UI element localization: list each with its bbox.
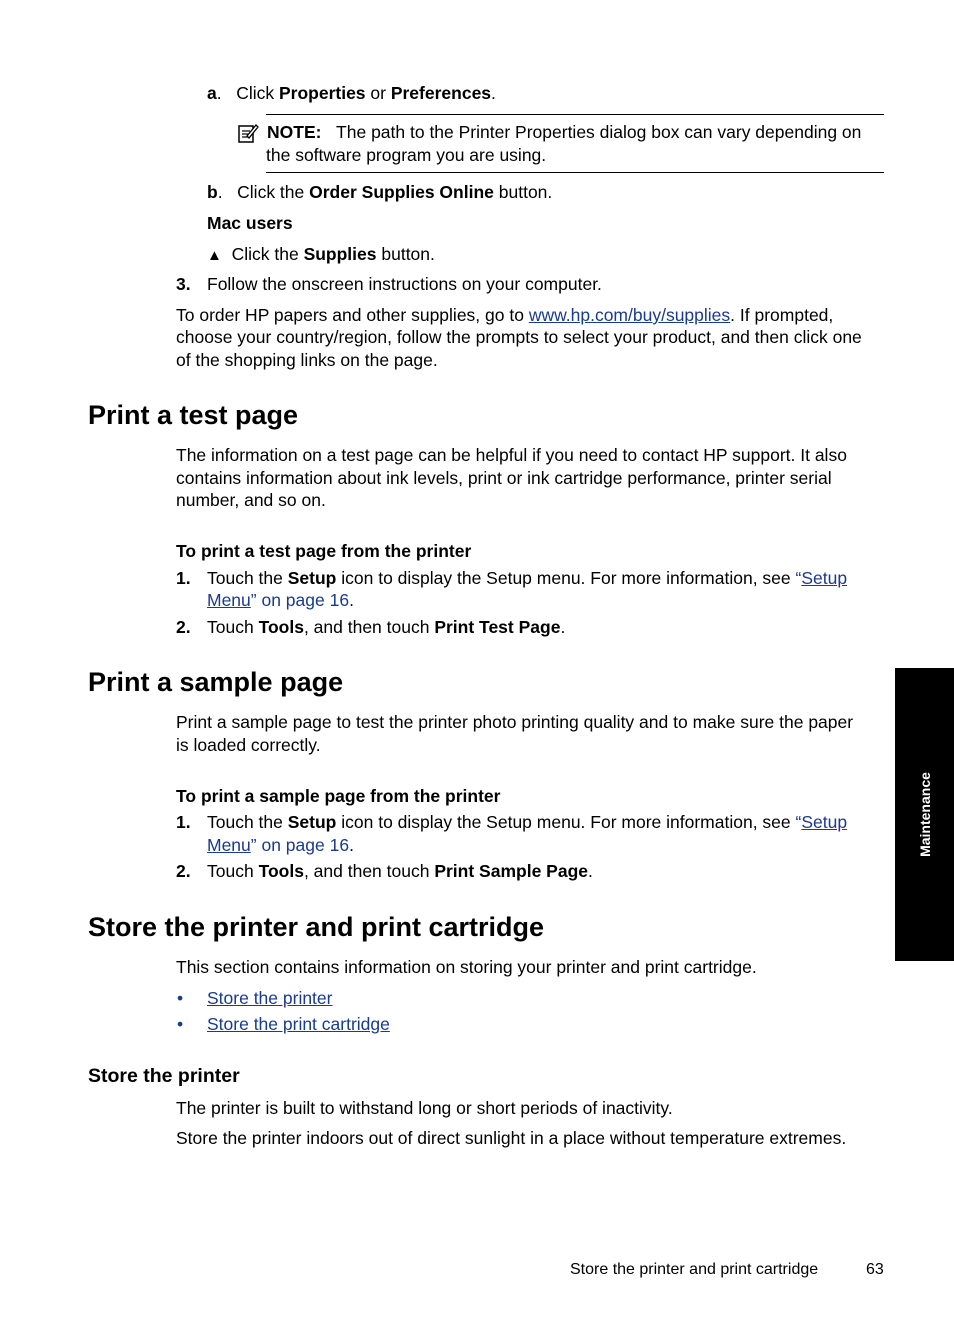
chapter-side-tab-label: Maintenance: [917, 772, 933, 857]
sample-step-1: Touch the Setup icon to display the Setup menu. For more information, see “Setup: [207, 812, 848, 832]
test-page-heading: Print a test page: [88, 400, 299, 430]
sample-page-heading: Print a sample page: [88, 667, 344, 697]
test-step-1-number: 1.: [176, 568, 191, 588]
chapter-side-tab: [895, 668, 954, 961]
order-paragraph-line2: choose your country/region, follow the prompts to select your product, and then click one: [176, 327, 862, 347]
hp-supplies-link[interactable]: www.hp.com/buy/supplies: [528, 305, 731, 325]
step-marker: a: [207, 83, 217, 103]
sample-step-2-number: 2.: [176, 861, 191, 881]
sample-page-procedure-heading: To print a sample page from the printer: [176, 786, 501, 806]
test-page-para-1: The information on a test page can be helpful if you need to contact HP support. It also: [176, 445, 847, 465]
footer-section-title: Store the printer and print cartridge: [570, 1261, 819, 1278]
order-paragraph-line3: of the shopping links on the page.: [176, 350, 438, 370]
sample-step-2: Touch Tools, and then touch Print Sample Page.: [207, 861, 593, 881]
setup-menu-link[interactable]: Setup: [801, 568, 848, 588]
store-printer-para-1: The printer is built to withstand long or short periods of inactivity.: [176, 1098, 673, 1118]
setup-menu-link[interactable]: Menu: [207, 835, 251, 855]
bullet-icon: •: [177, 988, 184, 1008]
note-text-2: the software program you are using.: [266, 145, 547, 165]
sample-page-para-1: Print a sample page to test the printer photo printing quality and to make sure the paper: [176, 712, 854, 732]
step-b: b. Click the Order Supplies Online button.: [207, 182, 553, 202]
footer-page-number: 63: [866, 1261, 884, 1278]
store-printer-para-2: Store the printer indoors out of direct sunlight in a place without temperature extremes.: [176, 1128, 847, 1148]
store-printer-link[interactable]: Store the printer: [207, 988, 333, 1008]
step-marker: b: [207, 182, 218, 202]
test-step-1: Touch the Setup icon to display the Setup menu. For more information, see “Setup: [207, 568, 848, 588]
step-3-number: 3.: [176, 274, 191, 294]
test-page-para-2: contains information about ink levels, print or ink cartridge performance, printer serial: [176, 468, 832, 488]
setup-menu-link[interactable]: Menu: [207, 590, 251, 610]
store-intro: This section contains information on storing your printer and print cartridge.: [176, 957, 757, 977]
mac-step: ▲ Click the Supplies button.: [207, 244, 435, 264]
order-paragraph-line1: To order HP papers and other supplies, go to www.hp.com/buy/supplies. If prompted,: [176, 305, 834, 325]
note-text: NOTE: The path to the Printer Properties dialog box can vary depending on: [267, 122, 862, 142]
sample-step-1-number: 1.: [176, 812, 191, 832]
store-printer-subheading: Store the printer: [88, 1065, 240, 1087]
sample-page-para-2: is loaded correctly.: [176, 735, 321, 755]
test-page-procedure-heading: To print a test page from the printer: [176, 541, 472, 561]
note-icon: [237, 122, 259, 144]
note-bottom-rule: [266, 172, 884, 173]
note-top-rule: [266, 114, 884, 115]
test-step-1-cont: Menu” on page 16.: [207, 590, 354, 610]
setup-menu-link[interactable]: Setup: [801, 812, 848, 832]
step-a: a. Click Properties or Preferences.: [207, 83, 496, 103]
mac-users-heading: Mac users: [207, 213, 293, 233]
store-heading: Store the printer and print cartridge: [88, 912, 545, 942]
test-step-2-number: 2.: [176, 617, 191, 637]
test-page-para-3: number, and so on.: [176, 490, 326, 510]
step-3-text: Follow the onscreen instructions on your computer.: [207, 274, 602, 294]
note-label: NOTE:: [267, 122, 322, 142]
triangle-marker-icon: ▲: [207, 247, 222, 264]
sample-step-1-cont: Menu” on page 16.: [207, 835, 354, 855]
bullet-icon: •: [177, 1014, 184, 1034]
store-cartridge-link[interactable]: Store the print cartridge: [207, 1014, 390, 1034]
test-step-2: Touch Tools, and then touch Print Test Page.: [207, 617, 566, 637]
